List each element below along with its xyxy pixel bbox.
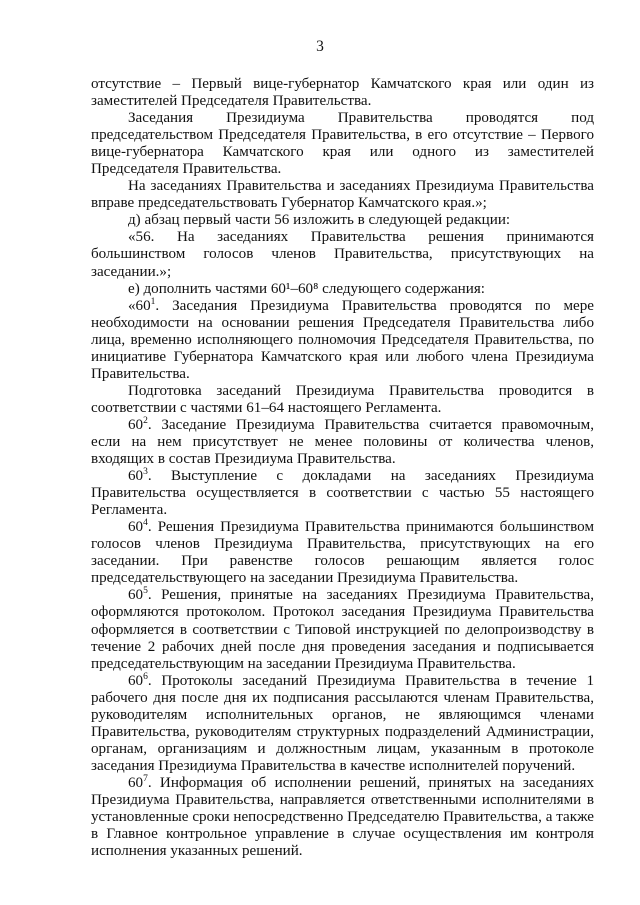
paragraph	[91, 417, 594, 468]
paragraph	[91, 229, 594, 280]
paragraph	[91, 212, 594, 229]
superscript-number: 3	[143, 467, 148, 478]
superscript-number: 2	[143, 415, 148, 426]
paragraph-lead: «60	[128, 297, 151, 314]
paragraph	[91, 468, 594, 519]
paragraph	[91, 775, 594, 860]
paragraph-lead: 60	[128, 672, 144, 689]
paragraph	[91, 383, 594, 417]
paragraph-text: Подготовка заседаний Президиума Правительства проводится в соответствии с частями 61–64 настоящего Регламента.	[91, 382, 594, 416]
paragraph-text: . Решения Президиума Правительства принимаются большинством голосов членов Президиума Правительства, присутствующих на его заседании. При равенстве голосов решающим является голос председательствующего на заседании Президиума Правительства.	[91, 519, 594, 587]
paragraph	[91, 76, 594, 110]
superscript-number: 5	[143, 586, 148, 597]
paragraph-text: Заседания Президиума Правительства проводятся под председательством Председателя Правительства, в его отсутствие – Первого вице-губернатора Камчатского края или одного из заместителей Председателя Правительства.	[91, 110, 594, 178]
paragraph-text: . Протоколы заседаний Президиума Правительства в течение 1 рабочего дня после дня их подписания рассылаются членам Правительства, руководителям исполнительных органов, не являющимся членами Правительства, руководителям структурных подразделений Администрации, органам, организациям и должностным лицам, указанным в протоколе заседания Президиума Правительства в качестве исполнителей поручений.	[91, 672, 594, 774]
document-body	[91, 76, 594, 860]
superscript-number: 6	[143, 671, 148, 682]
paragraph	[91, 110, 594, 178]
superscript-number: 4	[143, 518, 148, 529]
paragraph-text: . Информация об исполнении решений, принятых на заседаниях Президиума Правительства, направляется ответственными исполнителями в установленные сроки непосредственно Председателю Правительства, а также в Главное контрольное управление в случае осуществления им контроля исполнения указанных решений.	[91, 774, 594, 860]
paragraph-text: . Заседания Президиума Правительства проводятся по мере необходимости на основании решения Председателя Правительства либо лица, временно исполняющего полномочия Председателя Правительства, по инициативе Губернатора Камчатского края или любого члена Президиума Правительства.	[91, 297, 594, 382]
paragraph-text: На заседаниях Правительства и заседаниях Президиума Правительства вправе председательствовать Губернатор Камчатского края.»;	[91, 178, 594, 212]
paragraph	[91, 281, 594, 298]
paragraph-text: «56. На заседаниях Правительства решения принимаются большинством голосов членов Правительства, присутствующих на заседании.»;	[91, 229, 594, 280]
paragraph-text: отсутствие – Первый вице-губернатор Камчатского края или один из заместителей Председателя Правительства.	[91, 76, 594, 110]
paragraph-lead: 60	[128, 774, 144, 791]
paragraph-lead: 60	[128, 519, 144, 536]
paragraph-text: . Заседание Президиума Правительства считается правомочным, если на нем присутствует не менее половины от количества членов, входящих в состав Президиума Правительства.	[91, 416, 594, 468]
paragraph	[91, 178, 594, 212]
paragraph-lead: 60	[128, 468, 144, 485]
page-number: 3	[316, 38, 324, 55]
superscript-number: 7	[143, 773, 148, 784]
paragraph-text: . Решения, принятые на заседаниях Президиума Правительства, оформляются протоколом. Протокол заседания Президиума Правительства оформляется в соответствии с Типовой инструкцией по делопроизводству в течение 2 рабочих дней после дня проведения заседания и подписывается председательствующим на заседании Президиума Правительства.	[91, 587, 594, 672]
paragraph-text: д) абзац первый части 56 изложить в следующей редакции:	[128, 212, 511, 229]
paragraph-lead: 60	[128, 587, 144, 604]
superscript-number: 1	[150, 296, 156, 307]
paragraph	[91, 673, 594, 775]
paragraph	[91, 519, 594, 587]
paragraph-text: . Выступление с докладами на заседаниях Президиума Правительства осуществляется в соответствии с частью 55 настоящего Регламента.	[91, 468, 594, 519]
paragraph	[91, 298, 594, 383]
paragraph-lead: 60	[128, 416, 144, 433]
paragraph	[91, 587, 594, 672]
paragraph-text: е) дополнить частями 60¹–60⁸ следующего содержания:	[128, 280, 485, 297]
